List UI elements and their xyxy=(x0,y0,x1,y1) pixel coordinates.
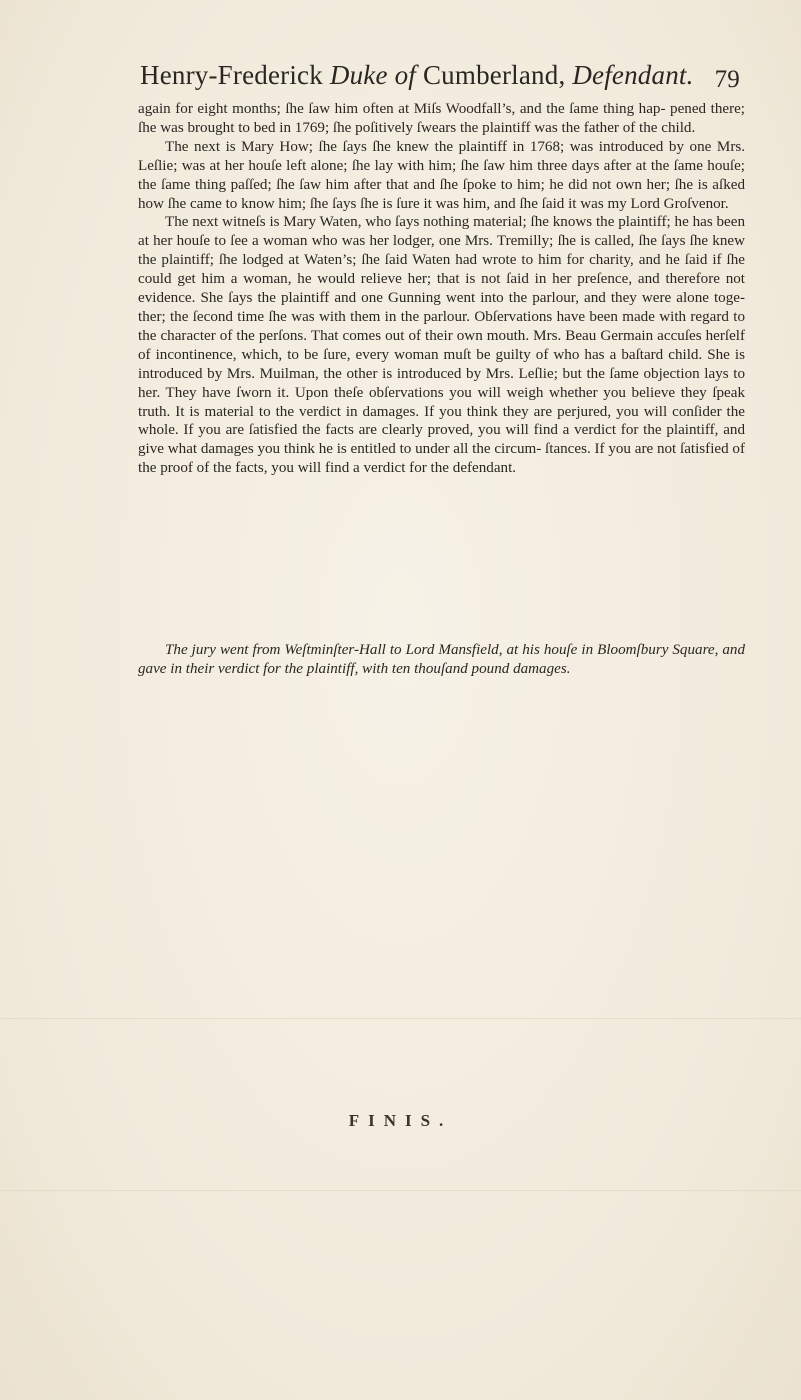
header-place: Cumberland, xyxy=(422,60,573,90)
paragraph-3: The next witneſs is Mary Waten, who ſays nothing material; ſhe knows the plaintiff; he has been at her houſe to ſee a woman who was her lodger, one Mrs. Tremilly; ſhe is called, ſhe ſays ſhe knew the plaintiff; ſhe lodged at Waten’s; ſhe ſaid Waten had wrote to him for charity, and he ſaid if ſhe could get him a woman, he would relieve her; that is not ſaid in her preſence, and therefore not evidence. She ſays the plaintiff and one Gunning went into the parlour, and they were alone toge- ther; the ſecond time ſhe was with them in the parlour. Obſervations have been made with regard to the character of the perſons. That comes out of their own mouth. Mrs. Beau Germain accuſes herſelf of incontinence, which, to be ſure, every woman muſt be guilty of who has a baſtard child. She is introduced by Mrs. Muilman, the other is introduced by Mrs. Leſlie; but the ſame objection lays to her. They have ſworn it. Upon theſe obſervations you will weigh whether you believe they ſpeak truth. It is material to the verdict in damages. If you think they are perjured, you will conſider the whole. If you are ſatisfied the facts are clearly proved, you will find a verdict for the plaintiff, and give what damages you think he is entitled to under all the circum- ſtances. If you are not ſatisfied of the proof of the facts, you will find a verdict for the defendant. xyxy=(138,214,745,477)
body-text xyxy=(138,100,745,478)
finis-mark: FINIS. xyxy=(348,1111,453,1130)
page-number: 79 xyxy=(714,66,740,93)
verdict-text: The jury went from Weſtminſter-Hall to Lord Mansfield, at his houſe in Bloomſbury Square, and gave in their verdict for the plaintiff, with ten thouſand pound damages. xyxy=(138,642,745,677)
header-role: Defendant. xyxy=(572,60,694,90)
running-head xyxy=(140,60,740,91)
show-through-line xyxy=(0,1018,801,1019)
header-title: Duke xyxy=(329,60,388,90)
show-through-line xyxy=(0,1190,801,1191)
header-of: of xyxy=(387,60,423,90)
header-name: Henry-Frederick xyxy=(140,60,330,90)
paragraph-2: The next is Mary How; ſhe ſays ſhe knew the plaintiff in 1768; was introduced by one Mrs. Leſlie; was at her houſe left alone; ſhe lay with him; ſhe ſaw him three days after at the ſame houſe; the ſame thing paſſed; ſhe ſaw him after that and ſhe ſpoke to him; he did not own her; ſhe is aſked how ſhe came to know him; ſhe ſays ſhe is ſure it was him, and ſhe ſaid it was my Lord Groſvenor. xyxy=(138,138,745,212)
verdict-note xyxy=(138,641,745,679)
paragraph-1: again for eight months; ſhe ſaw him often at Miſs Woodfall’s, and the ſame thing hap- pened there; ſhe was brought to bed in 1769; ſhe poſitively ſwears the plaintiff was the father of the child. xyxy=(138,101,745,136)
